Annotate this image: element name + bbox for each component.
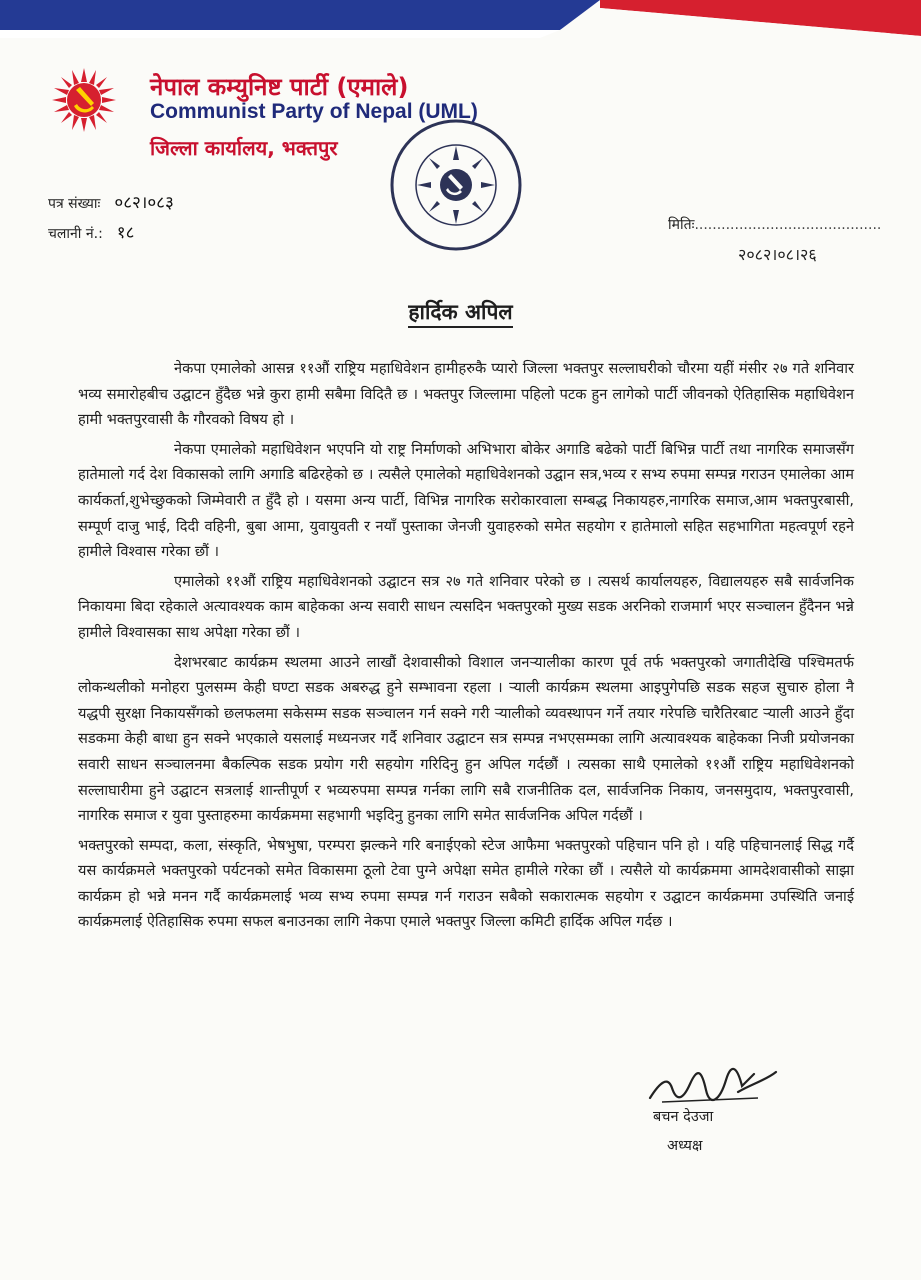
letter-title: हार्दिक अपिल: [0, 298, 921, 326]
top-color-band: [0, 0, 921, 44]
paragraph: एमालेको ११औं राष्ट्रिय महाधिवेशनको उद्घाटन सत्र २७ गते शनिवार परेको छ । त्यसर्थ कार्यालयहरु, विद्यालयहरु सबै सार्वजनिक निकायमा बिदा रहेकाले अत्यावश्यक काम बाहेकका अन्य सवारी साधन त्यसदिन भक्तपुरको मुख्य सडक अरनिको राजमार्ग भएर सञ्चालन हुँदैनन भन्ने हामीले विश्वासका साथ अपेक्षा गरेका छौं ।: [78, 572, 855, 641]
letter-body: [78, 356, 854, 939]
district-office: जिल्ला कार्यालय, भक्तपुर: [150, 136, 338, 160]
party-name-nepali: नेपाल कम्युनिष्ट पार्टी (एमाले): [150, 73, 409, 101]
signatory-name: बचन देउजा: [653, 1109, 714, 1125]
dispatch-number: चलानी नं.: १८: [48, 223, 135, 243]
paragraph: देशभरबाट कार्यक्रम स्थलमा आउने लाखौं देशवासीको विशाल जनऱ्यालीका कारण पूर्व तर्फ भक्तपुरको जगातीदेखि पश्चिमतर्फ लोकन्थलीको मनोहरा पुलसम्म केही घण्टा सडक अबरुद्ध हुने सम्भावना रहला । ऱ्याली कार्यक्रम स्थलमा आइपुगेपछि सडक सहज सुचारु होला नै यद्धपी सुरक्षा निकायसँगको छलफलमा सकेसम्म सडक सञ्चालन गर्न सक्ने गरी ऱ्यालीको व्यवस्थापन गर्ने तयार गरेपछि चारैतिरबाट ऱ्याली आउने हुँदा सडकमा केही बाधा हुन सक्ने भएकाले यसलाई मध्यनजर गर्दै शनिवार उद्घाटन सत्र सम्पन्न नभएसम्मका लागि अत्यावश्यक बाहेकका निजी प्रयोजनका सवारी साधन सञ्चालनमा बैकल्पिक सडक प्रयोग गरी सहयोग गरिदिनु हुन अपिल गर्दछौं । त्यसका साथै एमालेको ११औं राष्ट्रिय महाधिवेशनको सल्लाघारीमा हुने उद्घाटन सत्रलाई शान्तीपूर्ण र भव्यरुपमा सम्पन्न गर्नका लागि सबै राजनीतिक दल, सार्वजनिक निकाय, जनसमुदाय, भक्तपुरवासी, नागरिक समाज र युवा पुस्ताहरुमा कार्यक्रममा सहभागी भइदिनु हुनका लागि समेत सार्वजनिक अपिल गर्दछौं ।: [78, 653, 854, 825]
signatory-role: अध्यक्ष: [667, 1138, 703, 1154]
party-name-english: Communist Party of Nepal (UML): [150, 100, 478, 123]
handwritten-signature: [642, 1062, 782, 1110]
date-field: मितिः..........................................: [668, 217, 882, 233]
paragraph: नेकपा एमालेको महाधिवेशन भएपनि यो राष्ट्र निर्माणको अभिभारा बोकेर अगाडि बढेको पार्टी बिभिन्न पार्टी तथा नागरिक समाजसँग हातेमालो गर्द देश विकासको लागि अगाडि बढिरहेको छ । त्यसैले एमालेको महाधिवेशनको उद्घान सत्र,भव्य र सभ्य रुपमा सम्पन्न गराउन एमालेका आम कार्यकर्ता,शुभेच्छुकको जिम्मेवारी त हुँदै हो । यसमा अन्य पार्टी, विभिन्न नागरिक सरोकारवाला सम्बद्ध निकायहरु,नागरिक समाज,आम भक्तपुरबासी, सम्पूर्ण दाजु भाई, दिदी वहिनी, बुबा आमा, युवायुवती र नयाँ पुस्ताका जेनजी युवाहरुको समेत सहयोग र हातेमालो सहित सहभागिता महत्वपूर्ण रहने हामीले विश्वास गरेका छौं ।: [78, 440, 854, 561]
party-logo-icon: [52, 68, 116, 132]
date-value: २०८२।०८।२६: [738, 245, 817, 264]
dispatch-value: १८: [116, 223, 135, 243]
paragraph: नेकपा एमालेको आसन्न ११औं राष्ट्रिय महाधिवेशन हामीहरुकै प्यारो जिल्ला भक्तपुर सल्लाघरीको चौरमा यहीं मंसीर २७ गते शनिवार भव्य समारोहबीच उद्घाटन हुँदैछ भन्ने कुरा हामी सबैमा विदितै छ । भक्तपुर जिल्लामा पहिलो पटक हुन लागेको पार्टी जीवनको ऐतिहासिक महाधिवेशन हामी भक्तपुरवासी कै गौरवको विषय हो ।: [78, 360, 854, 429]
party-seal-stamp: [387, 116, 525, 254]
reference-value: ०८२।०८३: [114, 193, 174, 213]
paragraph: भक्तपुरको सम्पदा, कला, संस्कृति, भेषभुषा, परम्परा झल्कने गरि बनाईएको स्टेज आफैमा भक्तपुरको पहिचान पनि हो । यहि पहिचानलाई सिद्ध गर्दै यस कार्यक्रमले भक्तपुरको पर्यटनको समेत विकासमा ठूलो टेवा पुग्ने अपेक्षा समेत हामीले गरेका छौं । त्यसैले यो कार्यक्रममा आमदेशवासीको साझा कार्यक्रम हो भन्ने मनन गर्दै कार्यक्रमलाई भव्य सभ्य रुपमा सम्पन्न गर्न गराउन सबैको सकारात्मक सहयोग र उद्घाटन कार्यक्रममा उपस्थिति जनाई कार्यक्रमलाई ऐतिहासिक रुपमा सफल बनाउनका लागि नेकपा एमाले भक्तपुर जिल्ला कमिटी हार्दिक अपिल गर्दछ ।: [78, 836, 854, 931]
reference-number: पत्र संख्याः ०८२।०८३: [48, 193, 174, 213]
